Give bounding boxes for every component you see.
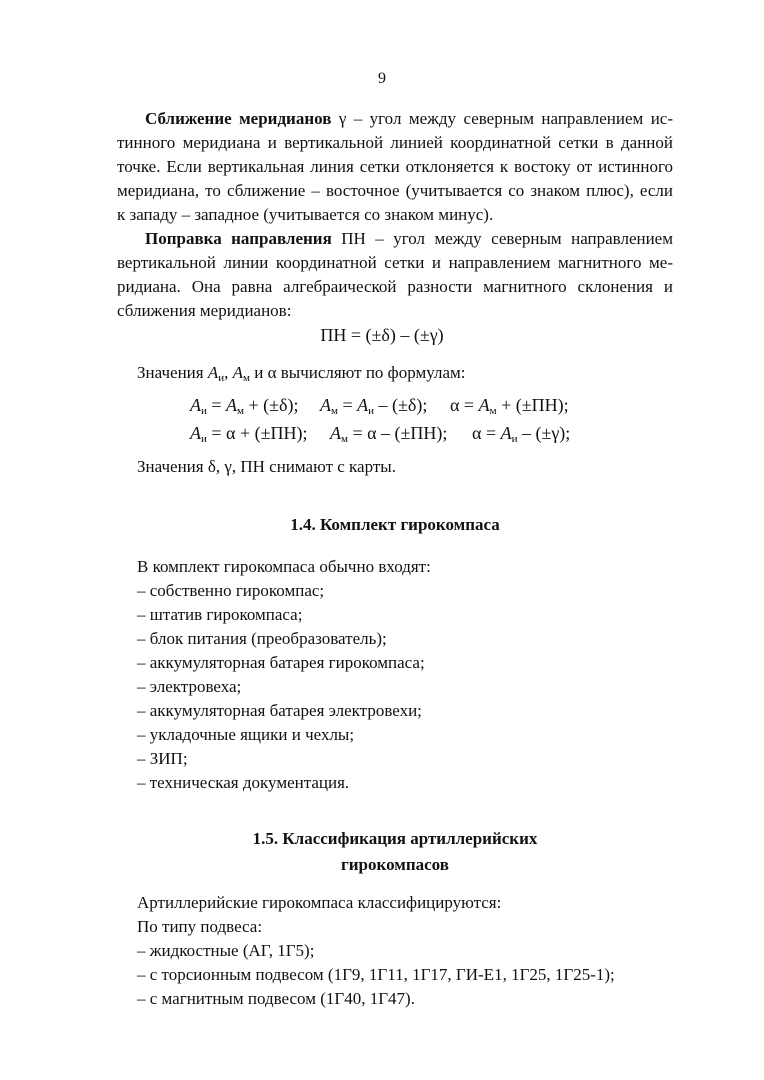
paragraph-line: тинного меридиана и вертикальной линией координатной сетки в данной xyxy=(117,133,673,152)
op: α = xyxy=(472,423,501,443)
list-item: – блок питания (преобразователь); xyxy=(137,629,387,648)
values-intro xyxy=(137,361,693,390)
formula-row-2-col-3 xyxy=(472,420,570,452)
section-heading-1-4: 1.4. Комплект гирокомпаса xyxy=(290,515,500,534)
heading-line: гирокомпасов xyxy=(341,855,449,874)
formula-pn: ПН = (±δ) – (±γ) xyxy=(320,325,444,345)
list-item: – жидкостные (АГ, 1Г5); xyxy=(137,941,315,960)
list-intro: В комплект гирокомпаса обычно входят: xyxy=(137,557,431,576)
var: А xyxy=(357,395,369,415)
var: А xyxy=(320,395,331,415)
section-heading-1-5 xyxy=(117,826,673,878)
sub: м xyxy=(331,405,338,417)
sub-i: и xyxy=(218,372,225,384)
var: А xyxy=(478,395,490,415)
term-direction-correction: Поправка направления xyxy=(145,229,332,248)
paragraph-line: сближения меридианов: xyxy=(117,301,292,320)
sub: и xyxy=(368,405,375,417)
op: + (±ПН); xyxy=(496,395,569,415)
list-item: – штатив гирокомпаса; xyxy=(137,605,303,624)
text: , xyxy=(224,363,233,382)
list-item: – укладочные ящики и чехлы; xyxy=(137,725,355,744)
var: А xyxy=(330,423,341,443)
sub-m: м xyxy=(243,372,250,384)
section-1-4-body xyxy=(137,555,693,795)
paragraph-line: меридиана, то сближение – восточное (учитывается со знаком плюс), если xyxy=(117,181,673,200)
paragraph-meridian-convergence xyxy=(117,107,673,227)
paragraph-line xyxy=(117,107,673,131)
list-item: – техническая документация. xyxy=(137,773,350,792)
paragraph-line: ридиана. Она равна алгебраической разности магнитного склонения и xyxy=(117,277,673,296)
sub: м xyxy=(341,433,348,445)
list-intro: Артиллерийские гирокомпаса классифицируются: xyxy=(137,893,502,912)
list-item: – электровеха; xyxy=(137,677,242,696)
heading-line: 1.5. Классификация артиллерийских xyxy=(252,829,538,848)
paragraph-line: точке. Если вертикальная линия сетки отклоняется к востоку от истинного xyxy=(117,157,673,176)
op: = α + (±ПН); xyxy=(206,423,308,443)
list-item: – аккумуляторная батарея электровехи; xyxy=(137,701,422,720)
paragraph-direction-correction xyxy=(117,227,673,323)
sub: и xyxy=(201,405,207,417)
op: α = xyxy=(450,395,479,415)
formula-row-2-col-1 xyxy=(190,420,308,452)
section-1-5-body xyxy=(137,891,693,1011)
op: = xyxy=(206,395,227,415)
term-meridian-convergence: Сближение меридианов xyxy=(145,109,332,128)
formula-row-2-col-2 xyxy=(330,420,447,452)
paragraph-line: к западу – западное (учитывается со знаком минус). xyxy=(117,205,494,224)
op: – (±δ); xyxy=(374,395,428,415)
sub: м xyxy=(489,405,497,417)
list-subhead: По типу подвеса: xyxy=(137,917,263,936)
op: + (±δ); xyxy=(244,395,299,415)
paragraph-text: ПН – угол между северным направлением xyxy=(331,229,673,248)
sub: и xyxy=(511,433,518,445)
symbol-gamma: γ xyxy=(338,109,347,128)
list-item: – аккумуляторная батарея гирокомпаса; xyxy=(137,653,425,672)
paragraph-line xyxy=(117,227,673,251)
paragraph-line: вертикальной линии координатной сетки и направлением магнитного ме- xyxy=(117,253,673,272)
var-a: А xyxy=(232,363,244,382)
var: А xyxy=(190,395,201,415)
var: А xyxy=(500,423,512,443)
op: = xyxy=(337,395,358,415)
list-item: – ЗИП; xyxy=(137,749,188,768)
list-item: – с магнитным подвесом (1Г40, 1Г47). xyxy=(137,989,415,1008)
text: и α вычисляют по формулам: xyxy=(249,363,466,382)
text: Значения xyxy=(137,363,208,382)
values-note: Значения δ, γ, ПН снимают с карты. xyxy=(137,457,396,476)
sub: м xyxy=(237,405,245,417)
op: = α – (±ПН); xyxy=(347,423,448,443)
paragraph-text: – угол между северным направлением ис- xyxy=(346,109,673,128)
list-item: – собственно гирокомпас; xyxy=(137,581,325,600)
var: А xyxy=(226,395,238,415)
sub: и xyxy=(201,433,207,445)
op: – (±γ); xyxy=(517,423,571,443)
var-a: А xyxy=(207,363,219,382)
page-number: 9 xyxy=(378,70,386,87)
list-item: – с торсионным подвесом (1Г9, 1Г11, 1Г17, ГИ-Е1, 1Г25, 1Г25-1); xyxy=(137,965,615,984)
var: А xyxy=(190,423,201,443)
